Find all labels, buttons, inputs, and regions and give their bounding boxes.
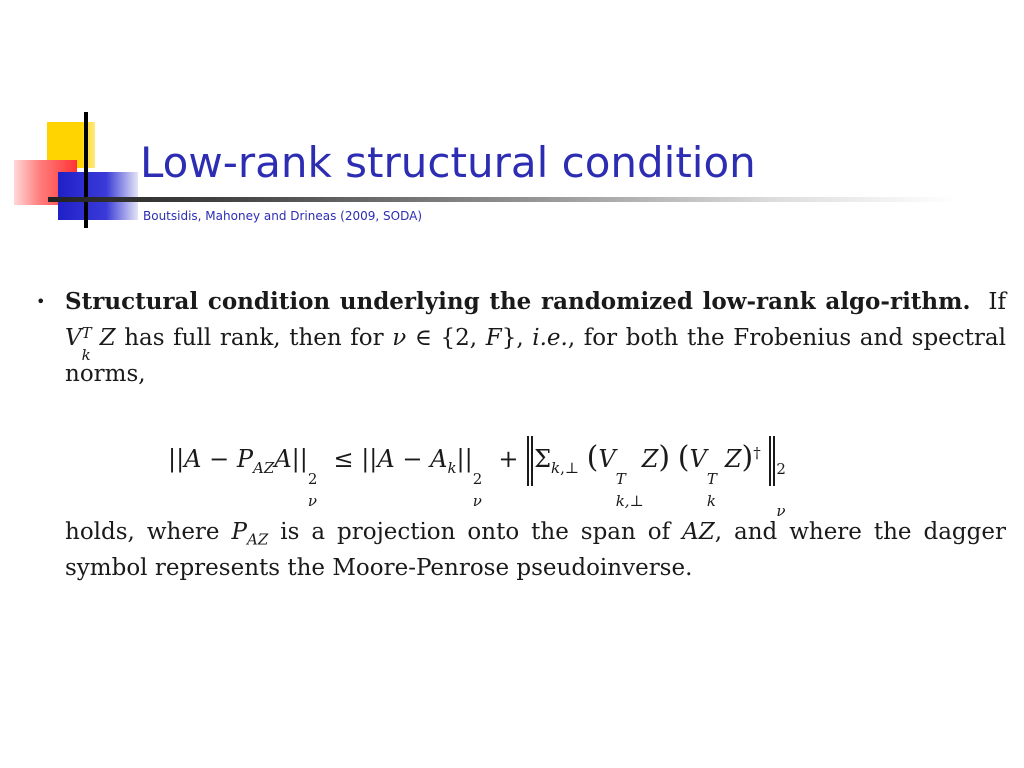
display-equation [36, 416, 1006, 520]
slide-subtitle-citation: Boutsidis, Mahoney and Drineas (2009, SODA) [143, 209, 422, 223]
title-underline-rule [48, 197, 958, 202]
slide-body [36, 284, 1006, 586]
bullet-icon: • [36, 292, 46, 311]
bullet-item [36, 284, 1006, 392]
bullet-lead-bold: Structural condition underlying the randomized low-rank algo-rithm. [65, 288, 971, 315]
slide-title: Low-rank structural condition [140, 138, 756, 187]
blue-square-decoration [58, 172, 138, 220]
equation-content: $||A - P_{AZ}A||$ 2 ν ≤ $||A - A_k||$ 2 ν + $\Sigma_{k,\perp}$ (V T k,⊥ Z) (V T k Z)† 2 ν [168, 416, 794, 501]
vertical-rule-decoration [84, 112, 88, 228]
closing-paragraph: holds, where $P_{AZ}$ is a projection onto the span of AZ, and where the dagger symbol represents the Moore-Penrose pseudoinverse. [65, 519, 1006, 581]
slide-logo-decoration [0, 0, 150, 240]
bullet-paragraph: Structural condition underlying the randomized low-rank algo-rithm. If V T k Z has full rank, then for ν ∈ {2, F}, i.e., for both the Frobenius and spectral norms, [65, 288, 1006, 387]
